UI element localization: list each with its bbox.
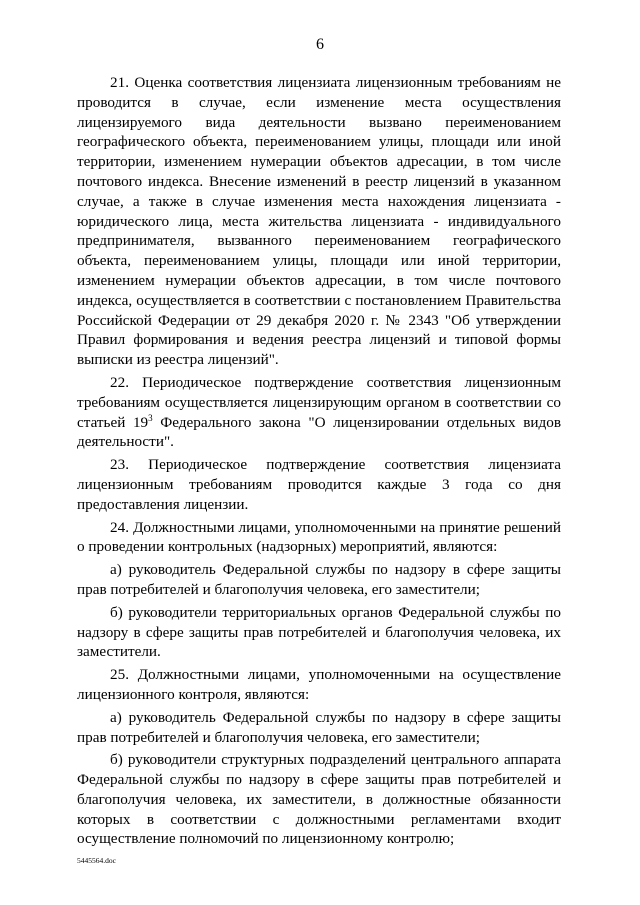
article-superscript: 3 [148,412,153,423]
paragraph-24: 24. Должностными лицами, уполномоченными на принятие решений о проведении контрольных (надзорных) мероприятий, являются: [77,518,561,556]
paragraph-22-text-end: Федерального закона "О лицензировании отдельных видов деятельности". [77,413,561,451]
paragraph-25-item-a: а) руководитель Федеральной службы по надзору в сфере защиты прав потребителей и благополучия человека, его заместители; [77,708,561,746]
document-body [77,73,561,849]
paragraph-21: 21. Оценка соответствия лицензиата лицензионным требованиям не проводится в случае, если изменение места осуществления лицензируемого вида деятельности вызвано переименованием географического объекта, переименованием улицы, площади или иной территории, изменением нумерации объектов адресации, в том числе почтового индекса. Внесение изменений в реестр лицензий в указанном случае, а также в случае изменения места нахождения лицензиата - юридического лица, места жительства лицензиата - индивидуального предпринимателя, вызванного переименованием географического объекта, переименованием улицы, площади или иной территории, изменением нумерации объектов адресации, в том числе почтового индекса, осуществляется в соответствии с постановлением Правительства Российской Федерации от 29 декабря 2020 г. № 2343 "Об утверждении Правил формирования и ведения реестра лицензий и типовой формы выписки из реестра лицензий". [77,74,561,369]
paragraph-22-text-start: 22. Периодическое подтверждение соответствия лицензионным требованиям осуществляется лицензирующим органом в соответствии со статьей 19 [77,373,561,431]
paragraph-24-item-a: а) руководитель Федеральной службы по надзору в сфере защиты прав потребителей и благополучия человека, его заместители; [77,561,561,598]
paragraph-25: 25. Должностными лицами, уполномоченными на осуществление лицензионного контроля, являются: [77,666,561,703]
document-file-code: 5445564.doc [77,856,116,865]
paragraph-22 [77,373,561,452]
page-number: 6 [316,36,324,53]
paragraph-23: 23. Периодическое подтверждение соответствия лицензиата лицензионным требованиям проводится каждые 3 года со дня предоставления лицензии. [77,456,561,513]
paragraph-24-item-b: б) руководители территориальных органов Федеральной службы по надзору в сфере защиты прав потребителей и благополучия человека, их заместители. [77,603,561,661]
paragraph-25-item-b: б) руководители структурных подразделений центрального аппарата Федеральной службы по надзору в сфере защиты прав потребителей и благополучия человека, их заместители, в должностные обязанности которых в соответствии с должностными регламентами входит осуществление полномочий по лицензионному контролю; [77,751,561,848]
